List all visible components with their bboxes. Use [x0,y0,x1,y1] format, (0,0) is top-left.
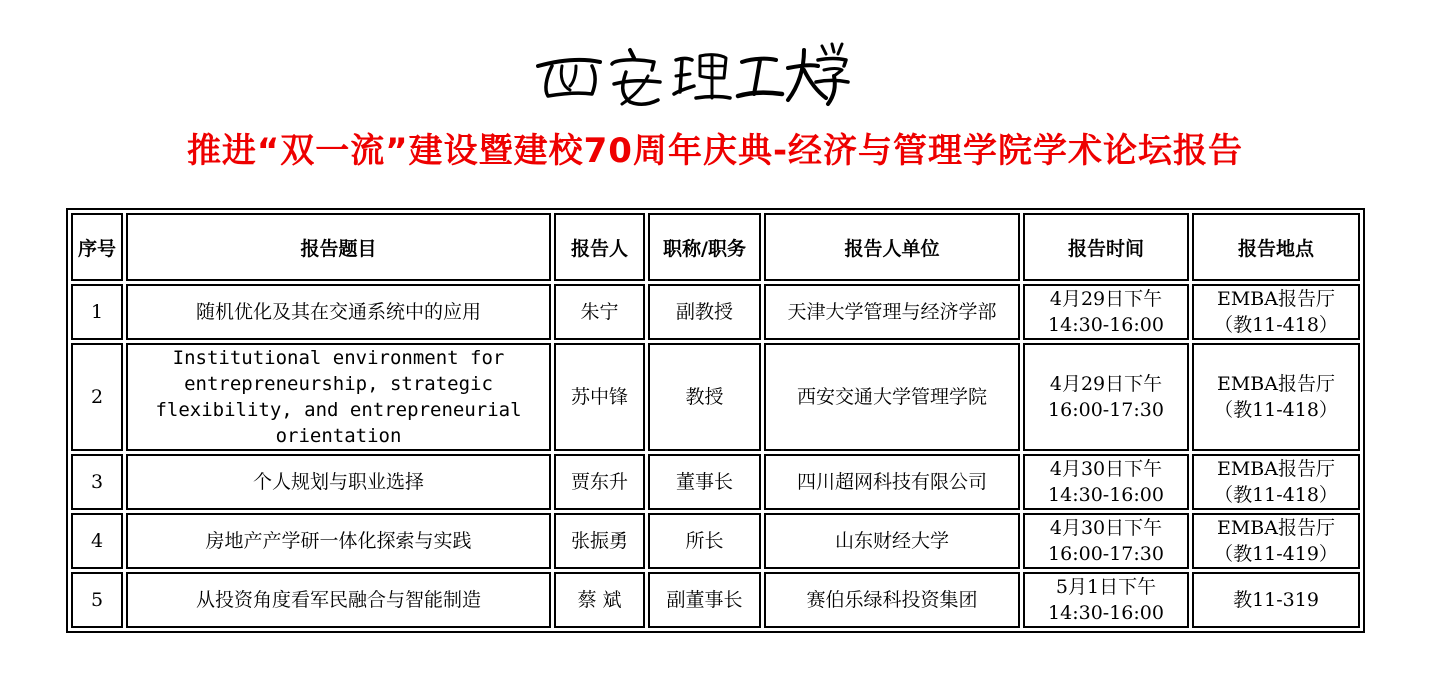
cell-speaker: 张振勇 [554,513,645,569]
cell-speaker: 朱宁 [554,284,645,340]
time-date: 5月1日下午 [1055,576,1157,598]
cell-topic: 随机优化及其在交通系统中的应用 [126,284,551,340]
lecture-schedule-table [66,208,1365,633]
cell-position: 董事长 [648,454,761,510]
cell-unit: 天津大学管理与经济学部 [764,284,1020,340]
cell-speaker: 贾东升 [554,454,645,510]
time-date: 4月29日下午 [1049,373,1163,395]
column-header-unit: 报告人单位 [764,213,1020,281]
cell-venue: 教11-319 [1192,572,1360,628]
cell-venue [1192,513,1360,569]
cell-unit: 赛伯乐绿科投资集团 [764,572,1020,628]
table-row [71,572,1360,628]
cell-position: 所长 [648,513,761,569]
column-header-topic: 报告题目 [126,213,551,281]
column-header-venue: 报告地点 [1192,213,1360,281]
cell-no: 2 [71,343,123,451]
venue-name: EMBA报告厅 [1216,517,1335,539]
cell-no: 3 [71,454,123,510]
cell-no: 4 [71,513,123,569]
cell-position: 教授 [648,343,761,451]
cell-topic: 房地产产学研一体化探索与实践 [126,513,551,569]
cell-time [1023,513,1189,569]
cell-position: 副董事长 [648,572,761,628]
column-header-time: 报告时间 [1023,213,1189,281]
time-range: 14:30-16:00 [1048,484,1164,506]
cell-venue [1192,284,1360,340]
cell-time [1023,454,1189,510]
cell-time [1023,343,1189,451]
cell-speaker: 蔡 斌 [554,572,645,628]
time-date: 4月30日下午 [1049,517,1163,539]
column-header-position: 职称/职务 [648,213,761,281]
university-logo [530,36,850,108]
time-range: 16:00-17:30 [1048,399,1164,421]
venue-name: EMBA报告厅 [1216,373,1335,395]
cell-time [1023,572,1189,628]
column-header-speaker: 报告人 [554,213,645,281]
cell-no: 5 [71,572,123,628]
venue-name: EMBA报告厅 [1216,288,1335,310]
venue-room: （教11-419） [1214,543,1338,565]
table-row [71,513,1360,569]
table-row [71,284,1360,340]
cell-time [1023,284,1189,340]
time-date: 4月30日下午 [1049,458,1163,480]
venue-room: （教11-418） [1214,399,1338,421]
table-row [71,343,1360,451]
cell-no: 1 [71,284,123,340]
cell-topic: Institutional environment for entrepreneurship, strategic flexibility, and entrepreneurial orientation [126,343,551,451]
cell-topic: 从投资角度看军民融合与智能制造 [126,572,551,628]
table-header-row [71,213,1360,281]
cell-unit: 西安交通大学管理学院 [764,343,1020,451]
table-row [71,454,1360,510]
time-range: 14:30-16:00 [1048,602,1164,624]
time-range: 14:30-16:00 [1048,314,1164,336]
venue-name: EMBA报告厅 [1216,458,1335,480]
cell-speaker: 苏中锋 [554,343,645,451]
venue-room: （教11-418） [1214,484,1338,506]
column-header-no: 序号 [71,213,123,281]
cell-unit: 山东财经大学 [764,513,1020,569]
time-range: 16:00-17:30 [1048,543,1164,565]
cell-venue [1192,343,1360,451]
cell-topic: 个人规划与职业选择 [126,454,551,510]
cell-unit: 四川超网科技有限公司 [764,454,1020,510]
time-date: 4月29日下午 [1049,288,1163,310]
page-title: 推进“双一流”建设暨建校70周年庆典-经济与管理学院学术论坛报告 [186,131,1244,171]
cell-position: 副教授 [648,284,761,340]
cell-venue [1192,454,1360,510]
venue-room: （教11-418） [1214,314,1338,336]
